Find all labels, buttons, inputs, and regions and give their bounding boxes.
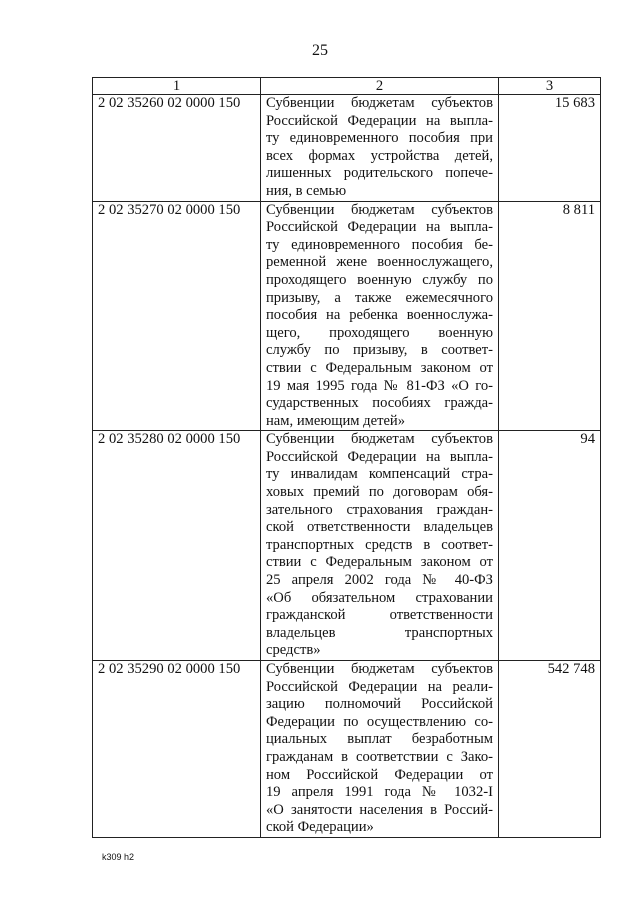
description-line: Российской Федерации на реали- [266,678,493,695]
page-number: 25 [312,42,328,59]
amount-value: 542 748 [499,661,601,838]
table-row [93,431,601,661]
budget-table [92,77,601,838]
description-line: ном Российской Федерации от [266,766,493,783]
footer-document-code: k309 h2 [102,852,135,862]
description-line: Российской Федерации на выпла- [266,112,493,129]
description-line: лишенных родительского попече- [266,165,493,182]
description-line: средств» [266,642,321,659]
table-header-row [93,78,601,95]
description-line: владельцев транспортных [266,624,493,641]
description-line: Российской Федерации на выпла- [266,219,493,236]
description-line: 19 апреля 1991 года № 1032-I [266,784,493,801]
description-line: 25 апреля 2002 года № 40-ФЗ [266,572,493,589]
description-line: сударственных пособиях гражда- [266,395,493,412]
revenue-description [261,95,499,202]
description-line: Субвенции бюджетам субъектов [266,201,493,218]
description-line: Субвенции бюджетам субъектов [266,431,493,448]
description-line: Субвенции бюджетам субъектов [266,95,493,111]
description-line: Федерации по осуществлению со- [266,713,493,730]
revenue-description [261,661,499,838]
revenue-description [261,201,499,431]
description-line: «Об обязательном страховании [266,589,493,606]
description-line: ствии с Федеральным законом от [266,554,493,571]
description-line: зацию полномочий Российской [266,696,493,713]
table-row [93,661,601,838]
description-line: нам, имеющим детей» [266,412,406,429]
description-line: ту единовременного пособия бе- [266,236,493,253]
description-line: 19 мая 1995 года № 81-ФЗ «О го- [266,377,493,394]
classification-code: 2 02 35270 02 0000 150 [93,201,261,431]
classification-code: 2 02 35280 02 0000 150 [93,431,261,661]
description-line: ту инвалидам компенсаций стра- [266,466,493,483]
description-line: гражданам в соответствии с Зако- [266,748,493,765]
description-line: зательного страхования граждан- [266,501,493,518]
revenue-description [261,431,499,661]
description-line: ской ответственности владельцев [266,519,493,536]
column-header-2: 2 [261,78,499,95]
classification-code: 2 02 35290 02 0000 150 [93,661,261,838]
description-line: Российской Федерации на выпла- [266,448,493,465]
description-line: ременной жене военнослужащего, [266,254,493,271]
description-line: службу по призыву, в соответ- [266,342,493,359]
description-line: циальных выплат безработным [266,731,493,748]
description-line: ховых премий по договорам обя- [266,484,493,501]
description-line: проходящего военную службу по [266,271,493,288]
amount-value: 15 683 [499,95,601,202]
description-line: «О занятости населения в Россий- [266,801,493,818]
description-line: гражданской ответственности [266,607,493,624]
table-body [93,95,601,838]
column-header-1: 1 [93,78,261,95]
classification-code: 2 02 35260 02 0000 150 [93,95,261,202]
description-line: пособия на ребенка военнослужа- [266,307,493,324]
description-line: всех формах устройства детей, [266,147,493,164]
description-line: ской Федерации» [266,819,374,836]
description-line: ту единовременного пособия при [266,130,493,147]
description-line: транспортных средств в соответ- [266,536,493,553]
description-line: призыву, а также ежемесячного [266,289,493,306]
table-row [93,201,601,431]
description-line: щего, проходящего военную [266,324,493,341]
amount-value: 94 [499,431,601,661]
amount-value: 8 811 [499,201,601,431]
description-line: ния, в семью [266,182,347,199]
table-row [93,95,601,202]
description-line: Субвенции бюджетам субъектов [266,661,493,677]
column-header-3: 3 [499,78,601,95]
description-line: ствии с Федеральным законом от [266,359,493,376]
